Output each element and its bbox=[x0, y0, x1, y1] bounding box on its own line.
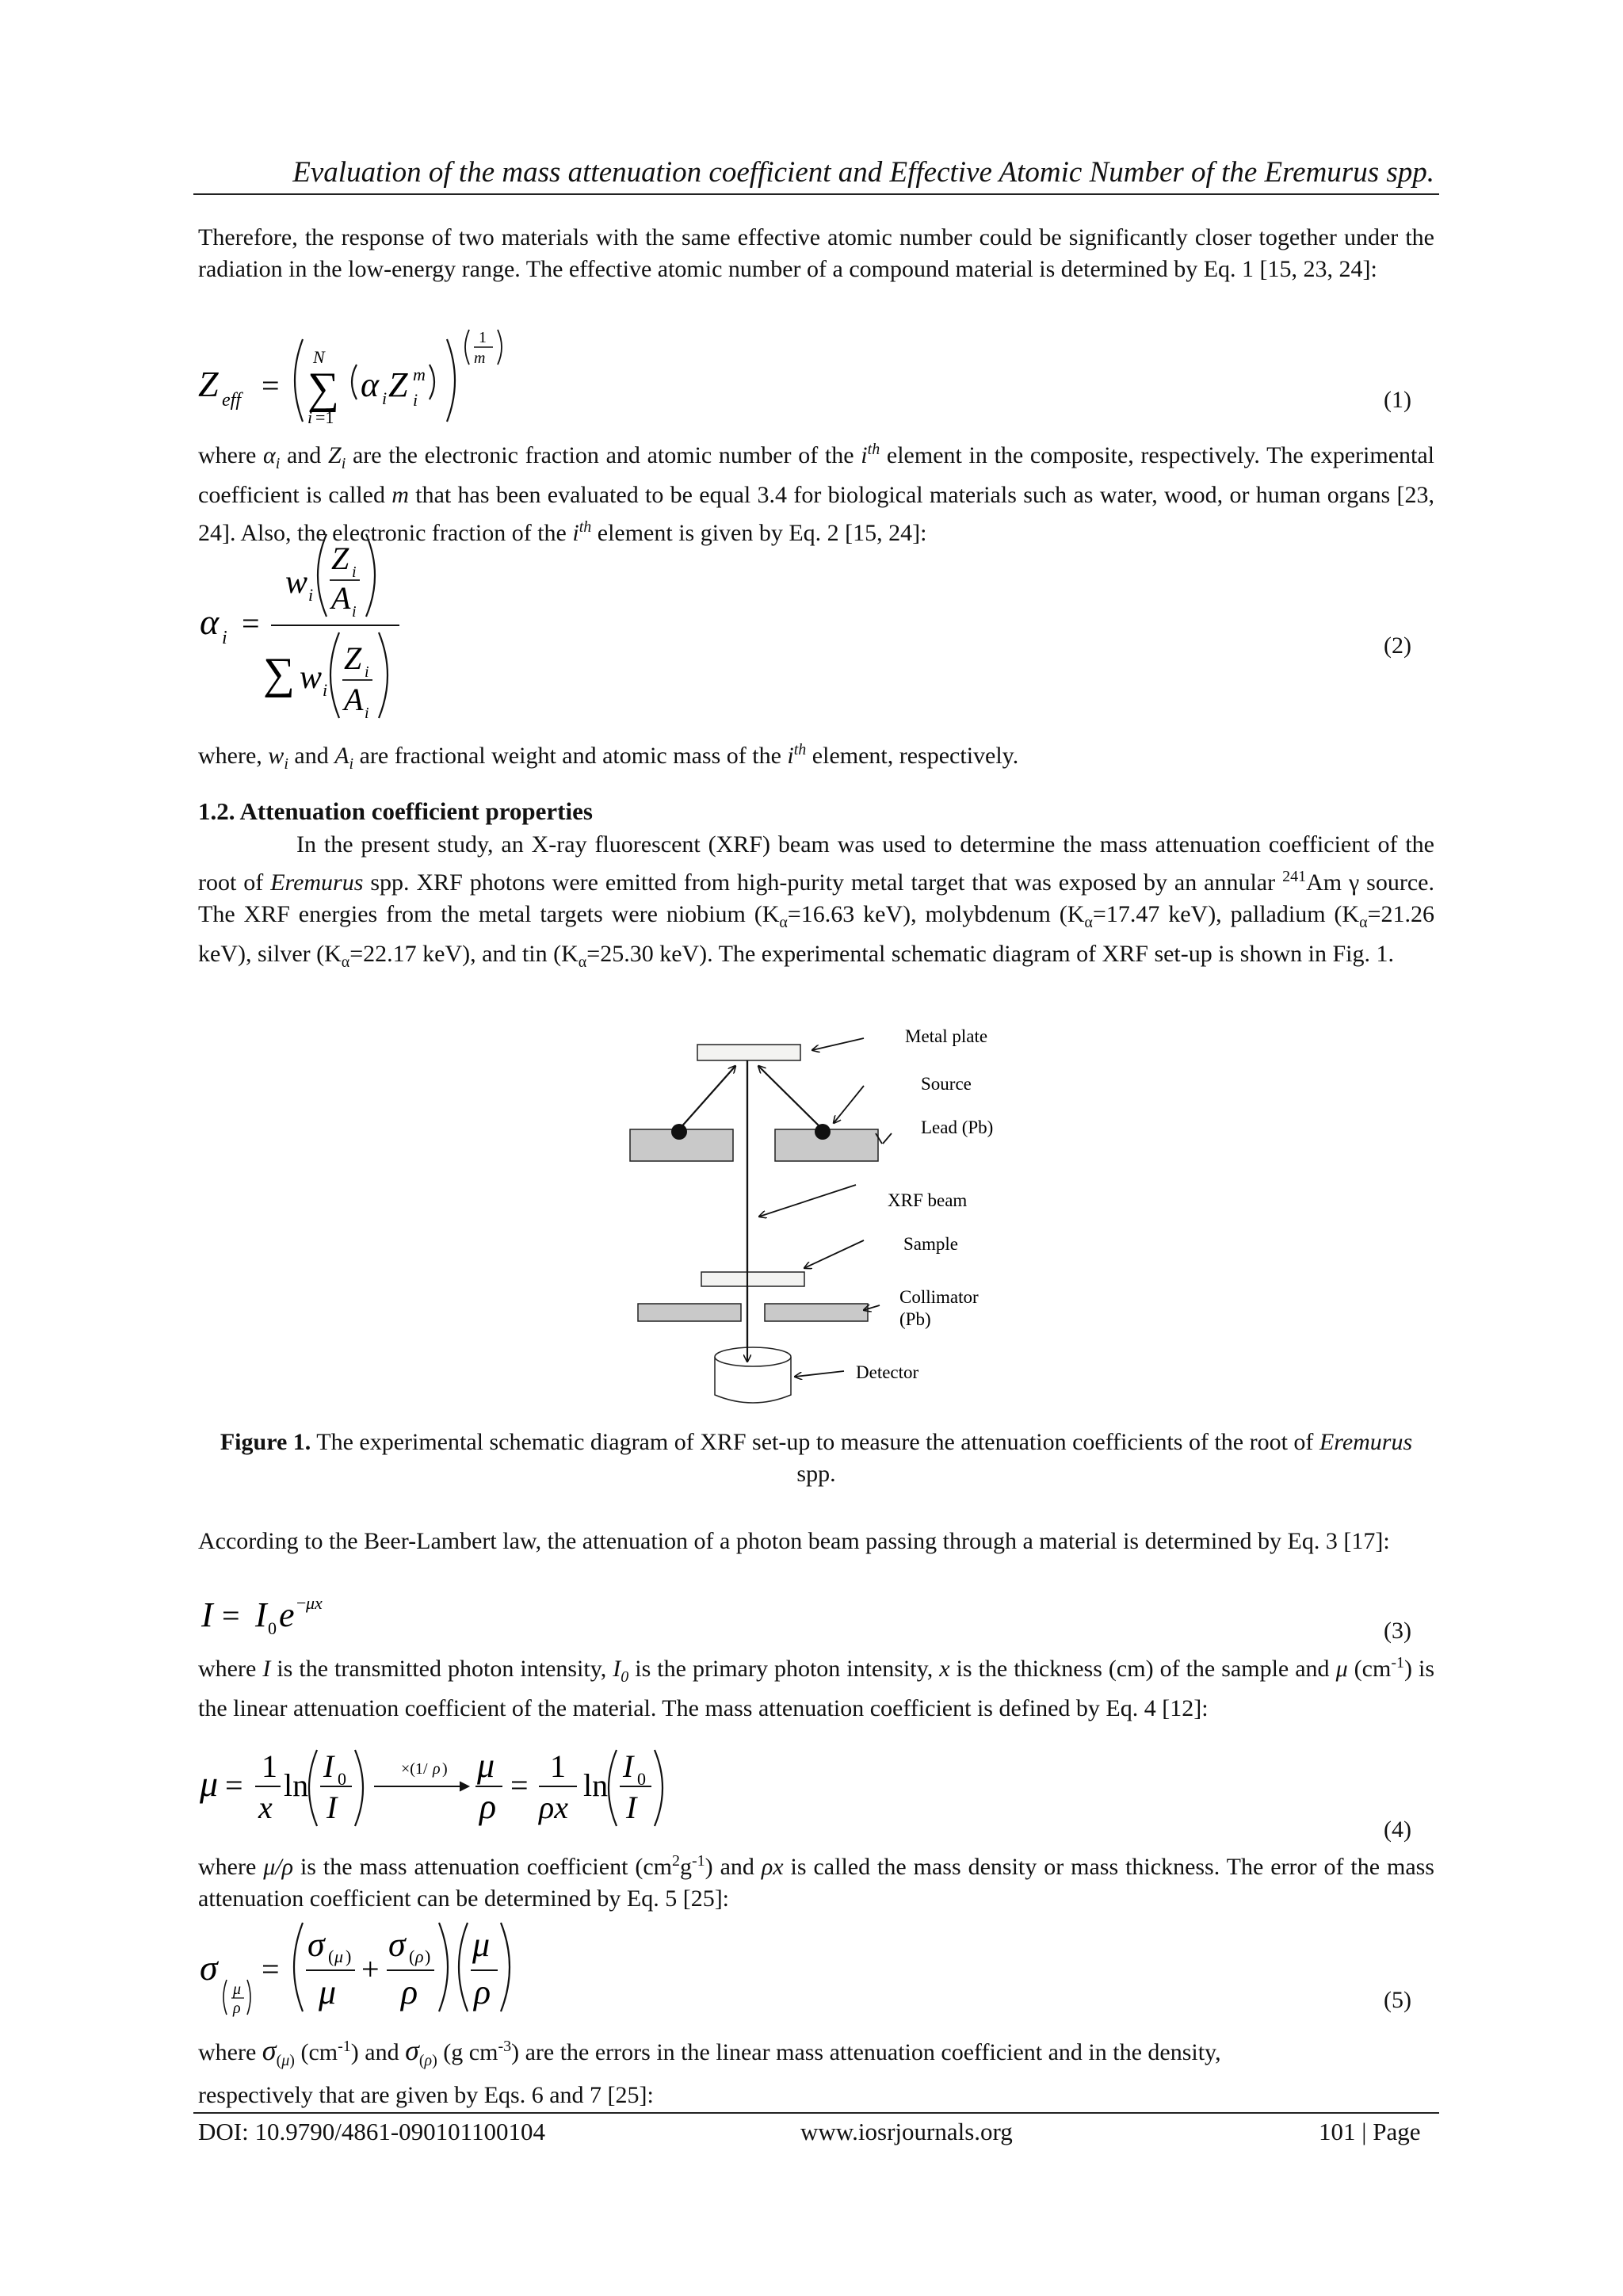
running-title: Evaluation of the mass attenuation coefficient and Effective Atomic Number of the Eremurus spp. bbox=[292, 156, 1434, 189]
text-run: element is given by Eq. 2 [15, 24]: bbox=[591, 520, 927, 546]
svg-text:1: 1 bbox=[262, 1748, 277, 1784]
svg-text:μ: μ bbox=[233, 1981, 242, 1998]
text-run: element in the composite, respectively. The experimental coefficient is called bbox=[198, 442, 1435, 508]
text-run: is called the mass density or mass thickness. The error of the mass attenuation coefficient can be determined by Eq. 5 [25]: bbox=[198, 1854, 1434, 1912]
text-run: that has been evaluated to be equal 3.4 for biological materials such as water, wood, or human organs [23, 24]. Also, the electronic fraction of the bbox=[198, 482, 1434, 546]
svg-text:μ: μ bbox=[334, 1946, 344, 1966]
svg-text:ρ: ρ bbox=[433, 1760, 441, 1778]
footer-website: www.iosrjournals.org bbox=[800, 2118, 1013, 2145]
caption-label: Figure 1. bbox=[220, 1429, 311, 1455]
svg-text:=: = bbox=[222, 1598, 240, 1633]
svg-text:σ: σ bbox=[307, 1925, 325, 1964]
svg-text:−: − bbox=[296, 1593, 307, 1613]
svg-text:x: x bbox=[258, 1790, 273, 1825]
svg-text:eff: eff bbox=[222, 390, 241, 411]
svg-text:i: i bbox=[352, 603, 357, 621]
text-run: are fractional weight and atomic mass of the bbox=[353, 743, 788, 769]
label-sample: Sample bbox=[903, 1234, 958, 1254]
svg-text:): ) bbox=[346, 1946, 352, 1966]
svg-text:μ: μ bbox=[319, 1973, 337, 2011]
text-run: =21.26 keV), silver (K bbox=[198, 901, 1434, 967]
text-run: element, respectively. bbox=[806, 743, 1019, 769]
svg-text:ρ: ρ bbox=[401, 1973, 418, 2011]
equation-2-number: (2) bbox=[1384, 632, 1411, 659]
svg-text:=: = bbox=[510, 1767, 529, 1803]
svg-text:): ) bbox=[425, 1946, 431, 1966]
svg-text:i: i bbox=[323, 680, 328, 700]
section-paragraph: In the present study, an X-ray fluorescent (XRF) beam was used to determine the mass attenuation coefficient of the root of Eremurus spp. XRF photons were emitted from high-purity metal target that was exposed by an annular $^{241}$Am γ source. The XRF energies from the metal targets were niobium ($K_\alpha=16.63$ keV), molybdenum ($K_\alpha=17.47$ keV), palladium ($K_\alpha=21.26$ keV), silver ($K_\alpha=22.17$ keV), and tin ($K_\alpha=25.30$ keV). The experimental schematic diagram of XRF set-up is shown in Fig. 1. bbox=[198, 831, 1434, 971]
equation-4-number: (4) bbox=[1384, 1817, 1411, 1843]
text-run: is the linear attenuation coefficient of the material. The mass attenuation coefficient is defined by Eq. 4 [12]: bbox=[198, 1656, 1435, 1721]
intro-paragraph-3: where, $w_i$ and $A_i$ are fractional weight and atomic mass of the $i^{th}$ element, respectively. bbox=[198, 741, 1019, 773]
text-run: =22.17 keV), and tin (K bbox=[349, 941, 579, 967]
caption-genus: Eremurus bbox=[1319, 1429, 1413, 1455]
svg-text:Z: Z bbox=[331, 541, 349, 576]
intro-paragraph bbox=[198, 222, 1434, 285]
caption-text: The experimental schematic diagram of XRF set-up to measure the attenuation coefficients of the root of bbox=[311, 1429, 1319, 1455]
text-run: =17.47 keV), palladium (K bbox=[1092, 901, 1360, 927]
svg-text:i: i bbox=[382, 388, 388, 408]
svg-text:α: α bbox=[200, 602, 220, 642]
svg-text:(: ( bbox=[409, 1946, 415, 1966]
svg-text:m: m bbox=[413, 365, 426, 384]
alpha-subscript: α bbox=[779, 914, 788, 931]
collimator-right bbox=[765, 1304, 868, 1321]
label-source: Source bbox=[921, 1074, 972, 1094]
label-collimator: Collimator bbox=[899, 1287, 979, 1307]
isotope-mass: 241 bbox=[1282, 868, 1307, 885]
text-run: ) and bbox=[705, 1854, 762, 1880]
svg-text:ρ: ρ bbox=[415, 1946, 424, 1966]
svg-text:0: 0 bbox=[268, 1618, 277, 1638]
label-metal-plate: Metal plate bbox=[905, 1026, 988, 1046]
genus-name: Eremurus bbox=[270, 869, 364, 896]
text-run: is the transmitted photon intensity, bbox=[270, 1656, 613, 1682]
svg-text:I: I bbox=[201, 1595, 213, 1634]
text-run: are the electronic fraction and atomic number of the bbox=[352, 442, 861, 468]
svg-text:=: = bbox=[242, 606, 260, 641]
svg-text:I: I bbox=[255, 1595, 267, 1634]
svg-text:i: i bbox=[307, 407, 313, 427]
xrf-setup-diagram bbox=[626, 1010, 1070, 1407]
svg-text:+: + bbox=[361, 1951, 380, 1987]
mass-attenuation-paragraph: where μ/ρ is the mass attenuation coefficient $(cm^2g^{-1})$ and ρx is called the mass density or mass thickness. The error of the mass attenuation coefficient can be determined by Eq. 5 [25]: bbox=[198, 1852, 1434, 1912]
svg-text:w: w bbox=[300, 659, 323, 696]
label-collimator-pb: (Pb) bbox=[899, 1309, 931, 1329]
svg-text:i: i bbox=[352, 563, 357, 581]
svg-text:ln: ln bbox=[583, 1767, 609, 1803]
svg-text:i: i bbox=[222, 628, 227, 648]
svg-text:I: I bbox=[323, 1748, 334, 1784]
footer-page: 101 | Page bbox=[1319, 2118, 1421, 2145]
equation-3 bbox=[198, 1585, 388, 1641]
label-detector: Detector bbox=[856, 1362, 919, 1382]
svg-text:ρ: ρ bbox=[479, 1787, 497, 1826]
svg-text:μ: μ bbox=[200, 1763, 219, 1804]
text-run: is the thickness (cm) of the sample and bbox=[949, 1656, 1336, 1682]
error-paragraph: where $\sigma_{(\mu)}$ $(cm^{-1})$ and $\sigma_{(\rho)}$ (g $cm^{-3}$) are the errors in the linear mass attenuation coefficient and in the density, respectively that are given by Eqs. 6 and 7 [25]: bbox=[198, 2029, 1434, 2113]
svg-text:i: i bbox=[365, 705, 369, 722]
text-run: where bbox=[198, 1656, 263, 1682]
text-run: (cm bbox=[294, 2039, 338, 2065]
text-run: where bbox=[198, 1854, 264, 1880]
text-run: Am γ source. The XRF energies from the metal targets were niobium (K bbox=[198, 869, 1434, 927]
equation-1 bbox=[198, 317, 610, 436]
equation-5 bbox=[198, 1916, 571, 2027]
text-run: where, bbox=[198, 743, 269, 769]
text-run: spp. XRF photons were emitted from high-purity metal target that was exposed by an annular bbox=[363, 869, 1283, 896]
svg-text:): ) bbox=[442, 1760, 448, 1778]
text-run: is the mass attenuation coefficient (cm bbox=[293, 1854, 672, 1880]
svg-text:=: = bbox=[262, 1951, 280, 1987]
svg-text:×(1/: ×(1/ bbox=[401, 1760, 428, 1778]
equation-3-number: (3) bbox=[1384, 1618, 1411, 1644]
svg-text:μx: μx bbox=[306, 1593, 323, 1613]
text-run: In the present study, an X-ray fluorescent (XRF) beam was used to determine the mass attenuation coefficient of the root of bbox=[198, 831, 1434, 896]
text-run: =25.30 keV). The experimental schematic diagram of XRF set-up is shown in Fig. 1. bbox=[586, 941, 1394, 967]
svg-text:ρ: ρ bbox=[474, 1973, 491, 2011]
svg-text:μ: μ bbox=[477, 1746, 495, 1785]
svg-text:(: ( bbox=[328, 1946, 334, 1966]
svg-text:i: i bbox=[365, 663, 369, 681]
caption-text-end: spp. bbox=[796, 1461, 836, 1487]
figure-caption bbox=[198, 1427, 1434, 1490]
svg-text:σ: σ bbox=[388, 1925, 406, 1964]
svg-text:1: 1 bbox=[479, 329, 487, 346]
text-run: ) are the errors in the linear mass attenuation coefficient and in the density, bbox=[511, 2039, 1221, 2065]
error-paragraph-end: respectively that are given by Eqs. 6 and 7 [25]: bbox=[198, 2082, 654, 2108]
intro-paragraph-2: where $\alpha_i$ and $Z_i$ are the electronic fraction and atomic number of the $i^{th}$ element in the composite, respectively. The experimental coefficient is called m that has been evaluated to be equal 3.4 for biological materials such as water, wood, or human organs [23, 24]. Also, the electronic fraction of the $i^{th}$ element is given by Eq. 2 [15, 24]: bbox=[198, 441, 1435, 546]
sample bbox=[701, 1272, 804, 1286]
svg-text:α: α bbox=[361, 365, 380, 404]
text-run: (g cm bbox=[437, 2039, 498, 2065]
svg-text:μ: μ bbox=[472, 1925, 491, 1964]
svg-text:ρ: ρ bbox=[233, 2000, 241, 2017]
svg-text:=: = bbox=[262, 368, 280, 403]
text-run: ) and bbox=[350, 2039, 406, 2065]
svg-text:=1: =1 bbox=[315, 407, 334, 427]
header-rule bbox=[193, 193, 1439, 195]
svg-text:=: = bbox=[225, 1767, 243, 1803]
collimator-left bbox=[638, 1304, 741, 1321]
beer-lambert-text: According to the Beer-Lambert law, the attenuation of a photon beam passing through a material is determined by Eq. 3 [17]: bbox=[198, 1528, 1390, 1554]
label-lead: Lead (Pb) bbox=[921, 1117, 994, 1137]
text-run: where bbox=[198, 442, 263, 468]
svg-text:I: I bbox=[327, 1790, 338, 1825]
svg-text:ρx: ρx bbox=[539, 1790, 568, 1825]
metal-plate bbox=[697, 1045, 800, 1060]
source-left bbox=[671, 1124, 687, 1140]
intro-text: Therefore, the response of two materials with the same effective atomic number could be significantly closer together under the radiation in the low-energy range. The effective atomic number of a compound material is determined by Eq. 1 [15, 23, 24]: bbox=[198, 224, 1434, 282]
svg-text:e: e bbox=[279, 1595, 295, 1634]
equation-2 bbox=[198, 529, 452, 732]
svg-text:Z: Z bbox=[388, 365, 408, 404]
svg-text:i: i bbox=[413, 390, 418, 410]
svg-text:I: I bbox=[626, 1790, 637, 1825]
svg-text:∑: ∑ bbox=[307, 364, 339, 413]
section-heading: 1.2. Attenuation coefficient properties bbox=[198, 797, 593, 825]
svg-text:0: 0 bbox=[338, 1769, 346, 1789]
svg-text:σ: σ bbox=[200, 1947, 218, 1988]
svg-text:ln: ln bbox=[284, 1767, 309, 1803]
equation-5-number: (5) bbox=[1384, 1987, 1411, 2013]
text-run: is the primary photon intensity, bbox=[628, 1656, 940, 1682]
label-xrf-beam: XRF beam bbox=[888, 1190, 968, 1210]
beer-lambert-paragraph-2: where I is the transmitted photon intensity, $I_0$ is the primary photon intensity, x is the thickness (cm) of the sample and μ $(cm^{-1})$ is the linear attenuation coefficient of the material. The mass attenuation coefficient is defined by Eq. 4 [12]: bbox=[198, 1654, 1435, 1721]
svg-text:N: N bbox=[313, 347, 325, 367]
equation-1-number: (1) bbox=[1384, 387, 1411, 413]
beer-lambert-paragraph bbox=[198, 1526, 1434, 1557]
svg-text:Z: Z bbox=[344, 640, 362, 676]
footer-rule bbox=[193, 2112, 1439, 2114]
source-right bbox=[815, 1124, 831, 1140]
svg-text:w: w bbox=[285, 564, 308, 601]
svg-text:0: 0 bbox=[637, 1769, 646, 1789]
equation-4 bbox=[198, 1740, 737, 1836]
svg-text:A: A bbox=[344, 682, 364, 717]
svg-text:1: 1 bbox=[550, 1748, 566, 1784]
svg-text:i: i bbox=[308, 585, 314, 605]
footer-doi: DOI: 10.9790/4861-090101100104 bbox=[198, 2118, 545, 2145]
text-run: where bbox=[198, 2039, 262, 2065]
svg-text:A: A bbox=[331, 580, 351, 616]
text-run: =16.63 keV), molybdenum (K bbox=[787, 901, 1085, 927]
svg-text:m: m bbox=[474, 350, 486, 367]
svg-text:∑: ∑ bbox=[263, 649, 295, 698]
svg-text:Z: Z bbox=[198, 364, 219, 404]
svg-text:I: I bbox=[623, 1748, 634, 1784]
